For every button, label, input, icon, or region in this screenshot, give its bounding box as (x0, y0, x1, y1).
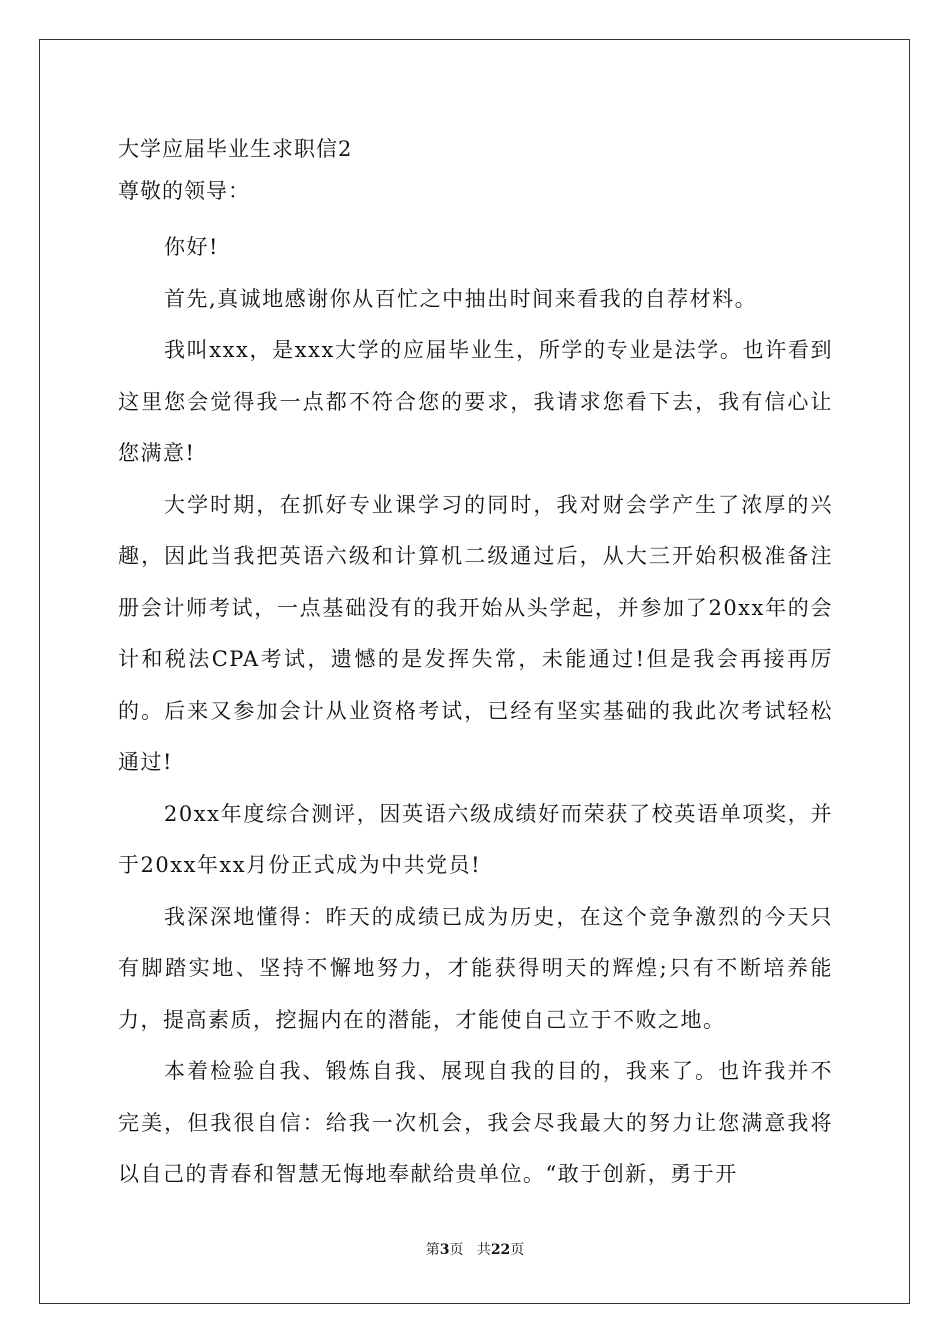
page-total: 22 (490, 1242, 511, 1258)
document-body (118, 128, 833, 1201)
paragraph-awards: 20xx年度综合测评，因英语六级成绩好而荣获了校英语单项奖，并于20xx年xx月份正式成为中共党员! (118, 801, 833, 877)
total-suffix: 页 (510, 1242, 525, 1258)
document-title: 大学应届毕业生求职信2 (118, 137, 353, 161)
paragraph-university-study: 大学时期，在抓好专业课学习的同时，我对财会学产生了浓厚的兴趣，因此当我把英语六级和计算机二级通过后，从大三开始积极准备注册会计师考试，一点基础没有的我开始从头学起，并参加了20xx年的会计和税法CPA考试，遗憾的是发挥失常，未能通过!但是我会再接再厉的。后来又参加会计从业资格考试，已经有坚实基础的我此次考试轻松通过! (118, 492, 833, 774)
page-current: 3 (439, 1242, 450, 1258)
paragraph-introduction: 我叫xxx，是xxx大学的应届毕业生，所学的专业是法学。也许看到这里您会觉得我一点都不符合您的要求，我请求您看下去，我有信心让您满意! (118, 338, 833, 465)
page-suffix: 页 (449, 1242, 464, 1258)
paragraph-thanks: 首先,真诚地感谢你从百忙之中抽出时间来看我的自荐材料。 (164, 286, 758, 311)
paragraph-motivation: 本着检验自我、锻炼自我、展现自我的目的，我来了。也许我并不完美，但我很自信：给我一次机会，我会尽我最大的努力让您满意我将以自己的青春和智慧无悔地奉献给贵单位。“敢于创新，勇于开 (118, 1059, 833, 1186)
page-footer (0, 1240, 950, 1260)
paragraph-understanding: 我深深地懂得：昨天的成绩已成为历史，在这个竞争激烈的今天只有脚踏实地、坚持不懈地努力，才能获得明天的辉煌;只有不断培养能力，提高素质，挖掘内在的潜能，才能使自己立于不败之地。 (118, 904, 833, 1032)
total-prefix: 共 (476, 1242, 491, 1258)
paragraph-greeting: 你好! (164, 235, 219, 259)
page-prefix: 第 (425, 1242, 440, 1258)
salutation: 尊敬的领导： (118, 179, 250, 203)
